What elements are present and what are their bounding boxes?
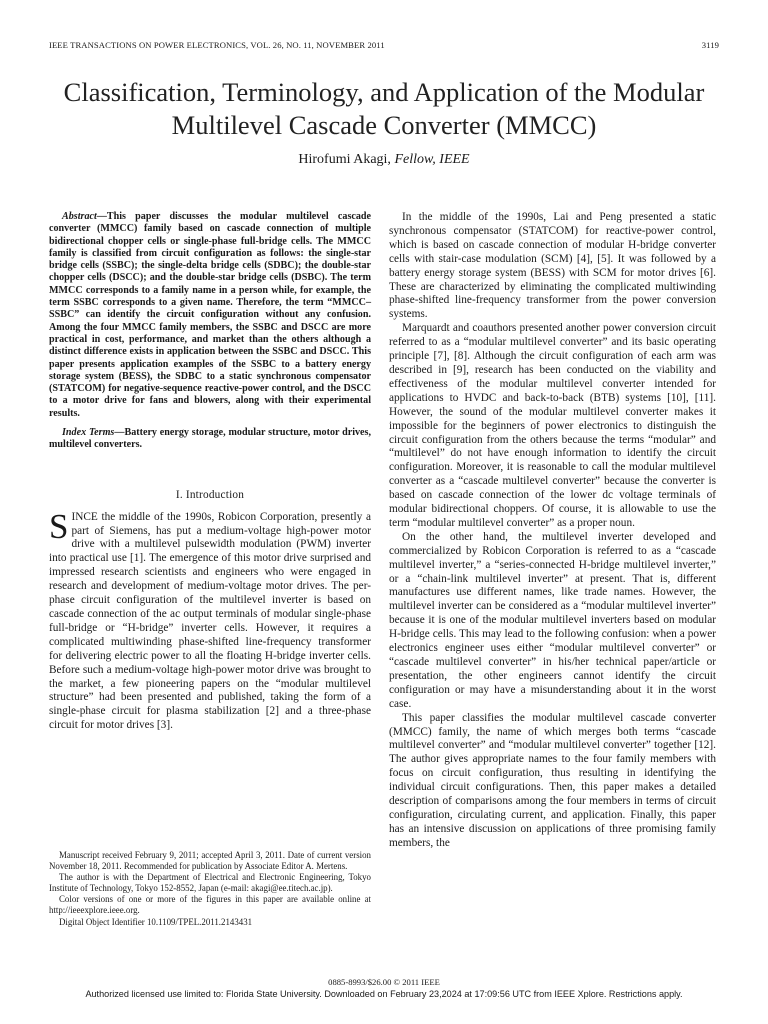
copyright-footer: 0885-8993/$26.00 © 2011 IEEE [328, 977, 440, 987]
body-paragraph-2: In the middle of the 1990s, Lai and Peng presented a static synchronous compensator (STATCOM) for reactive-power control, which is based on cascade connection of modular H-bridge converter cells with stair-case modulation (SCM) [4], [5]. It was followed by a battery energy storage system (BESS) with SCM for motor drives [6]. These are characterized by eliminating the complicated multiwinding phase-shifted line-frequency transformer from the power conversion systems. [389, 211, 716, 321]
page-number: 3119 [701, 40, 719, 50]
index-terms-text: Battery energy storage, modular structure, motor drives, multilevel converters. [49, 427, 371, 451]
license-notice: Authorized licensed use limited to: Florida State University. Downloaded on February 23,2024 at 17:09:56 UTC from IEEE Xplore. Restrictions apply. [85, 989, 683, 999]
journal-name: IEEE TRANSACTIONS ON POWER ELECTRONICS, VOL. 26, NO. 11, NOVEMBER 2011 [49, 40, 385, 50]
footnote-doi: Digital Object Identifier 10.1109/TPEL.2011.2143431 [59, 916, 253, 927]
body-paragraph-3: Marquardt and coauthors presented another power conversion circuit referred to as a “modular multilevel converter” and its basic operating principle [7], [8]. Although the circuit configuration of each arm was described in [9], research has been conducted on the viability and effectiveness of the modular multilevel converter intended for applications to HVDC and back-to-back (BTB) systems [10], [11]. However, the sound of the modular multilevel converter makes it impossible for the beginners of power electronics to distinguish the circuit configuration from the others because the terms “modular” and “multilevel” do not have enough information to identify the circuit configuration. Moreover, it is reasonable to call the modular multilevel converter as a “cascade multilevel converter” because the converter is based on cascade connection of the lower dc voltage terminals of modular bidirectional choppers. Of course, it is allowable to use the term “modular multilevel converter” as a proper noun. [389, 322, 716, 529]
left-column [49, 211, 371, 733]
running-header [49, 40, 719, 52]
index-terms: Index Terms—Battery energy storage, modular structure, motor drives, multilevel converters. [49, 427, 371, 451]
paper-title: Classification, Terminology, and Application of the Modular Multilevel Cascade Converter (MMCC) [63, 77, 705, 140]
footnote-color-note: Color versions of one or more of the figures in this paper are available online at http://ieeexplore.ieee.org. [49, 894, 371, 916]
footnote-author-info: The author is with the Department of Electrical and Electronic Engineering, Tokyo Institute of Technology, Tokyo 152-8552, Japan (e-mail: akagi@ee.titech.ac.jp). [49, 872, 371, 894]
author-line [0, 152, 768, 168]
footnote-block [49, 850, 371, 928]
intro-paragraph [49, 506, 371, 734]
right-column [389, 211, 716, 851]
intro-paragraph-text: INCE the middle of the 1990s, Robicon Corporation, presently a part of Siemens, has put a medium-voltage high-power motor drive with a multilevel pulsewidth modulation (PWM) inverter into practical use [1]. The emergence of this motor drive surprised and impressed research scientists and engineers who were engaged in research and development of medium-voltage motor drives. The per-phase circuit configuration of the multilevel inverter is based on cascade connection of the ac output terminals of modular single-phase full-bridge or “H-bridge” inverter cells. However, it requires a complicated multiwinding phase-shifted line-frequency transformer for delivering electric power to all the floating H-bridge inverter cells. Before such a medium-voltage high-power motor drive was brought to the market, a few pioneering papers on the “modular multilevel structure” had been presented and published, taking the form of a single-phase circuit for plasma stabilization [2] and a three-phase circuit for motor drives [3]. [49, 510, 371, 732]
abstract-text: This paper discusses the modular multilevel cascade converter (MMCC) family based on cascade connection of multiple bidirectional chopper cells or single-phase full-bridge cells. The MMCC family is classified from circuit configuration as follows: the single-star bridge cells (SSBC); the single-delta bridge cells (SDBC); the double-star chopper cells (DSCC); and the double-star bridge cells (DSBC). The term MMCC corresponds to a family name in a person while, for example, the term SSBC corresponds to a given name. Therefore, the term “MMCC–SSBC” can identify the circuit configuration without any confusion. Among the four MMCC family members, the SSBC and DSCC are more practical in cost, performance, and market than the others although a distinct difference exists in application between the SSBC and DSCC. This paper presents application examples of the SSBC to a battery energy storage system (BESS), the SDBC to a static synchronous compensator (STATCOM) for negative-sequence reactive-power control, and the DSCC to a motor drive for fans and blowers, along with their experimental results. [49, 211, 371, 419]
index-terms-label: Index Terms [62, 427, 115, 439]
body-paragraph-4: On the other hand, the multilevel inverter developed and commercialized by Robicon Corporation is referred to as a “cascade multilevel inverter,” a “series-connected H-bridge multilevel inverter,” or a “chain-link multilevel inverter” at present. That is, different manufactures use different names, like trade names. However, the multilevel inverter can be considered as a “modular multilevel inverter” because it is one of the modular multilevel inverters based on modular H-bridge cells. This may lead to the following confusion: when a power electronics engineer uses either “modular multilevel converter” or “cascade multilevel converter” in his/her technical paper/article or presentation, the other engineers cannot identify the circuit configuration or may have a misunderstanding about it in the worst case. [389, 530, 716, 710]
body-paragraph-5: This paper classifies the modular multilevel cascade converter (MMCC) family, the name of which merges both terms “cascade multilevel converter” and “modular multilevel converter” together [12]. The author gives appropriate names to the four family members with focus on circuit configuration, thus resulting in identifying the individual circuit configurations. Then, this paper makes a detailed description of comparisons among the four members in terms of circuit configuration, circulating current, and application. Finally, this paper has an intensive discussion on applications of three promising family members, the [389, 711, 716, 849]
abstract-label: Abstract [62, 211, 97, 222]
footnote-received: Manuscript received February 9, 2011; accepted April 3, 2011. Date of current version November 18, 2011. Recommended for publication by Associate Editor A. Mertens. [49, 850, 371, 872]
abstract: Abstract—This paper discusses the modular multilevel cascade converter (MMCC) family based on cascade connection of multiple bidirectional chopper cells or single-phase full-bridge cells. The MMCC family is classified from circuit configuration as follows: the single-star bridge cells (SSBC); the single-delta bridge cells (SDBC); the double-star chopper cells (DSCC); and the double-star bridge cells (DSBC). The term MMCC corresponds to a family name in a person while, for example, the term SSBC corresponds to a given name. Therefore, the term “MMCC–SSBC” can identify the circuit configuration without any confusion. Among the four MMCC family members, the SSBC and DSCC are more practical in cost, performance, and market than the others although a distinct difference exists in application between the SSBC and DSCC. This paper presents application examples of the SSBC to a battery energy storage system (BESS), the SDBC to a static synchronous compensator (STATCOM) for negative-sequence reactive-power control, and the DSCC to a motor drive for fans and blowers, along with their experimental results. [49, 211, 371, 419]
author-affiliation: Fellow, IEEE [394, 152, 470, 167]
drop-cap: S [49, 506, 69, 546]
section-heading: I. Introduction [175, 488, 245, 501]
author-name: Hirofumi Akagi, [298, 152, 391, 167]
